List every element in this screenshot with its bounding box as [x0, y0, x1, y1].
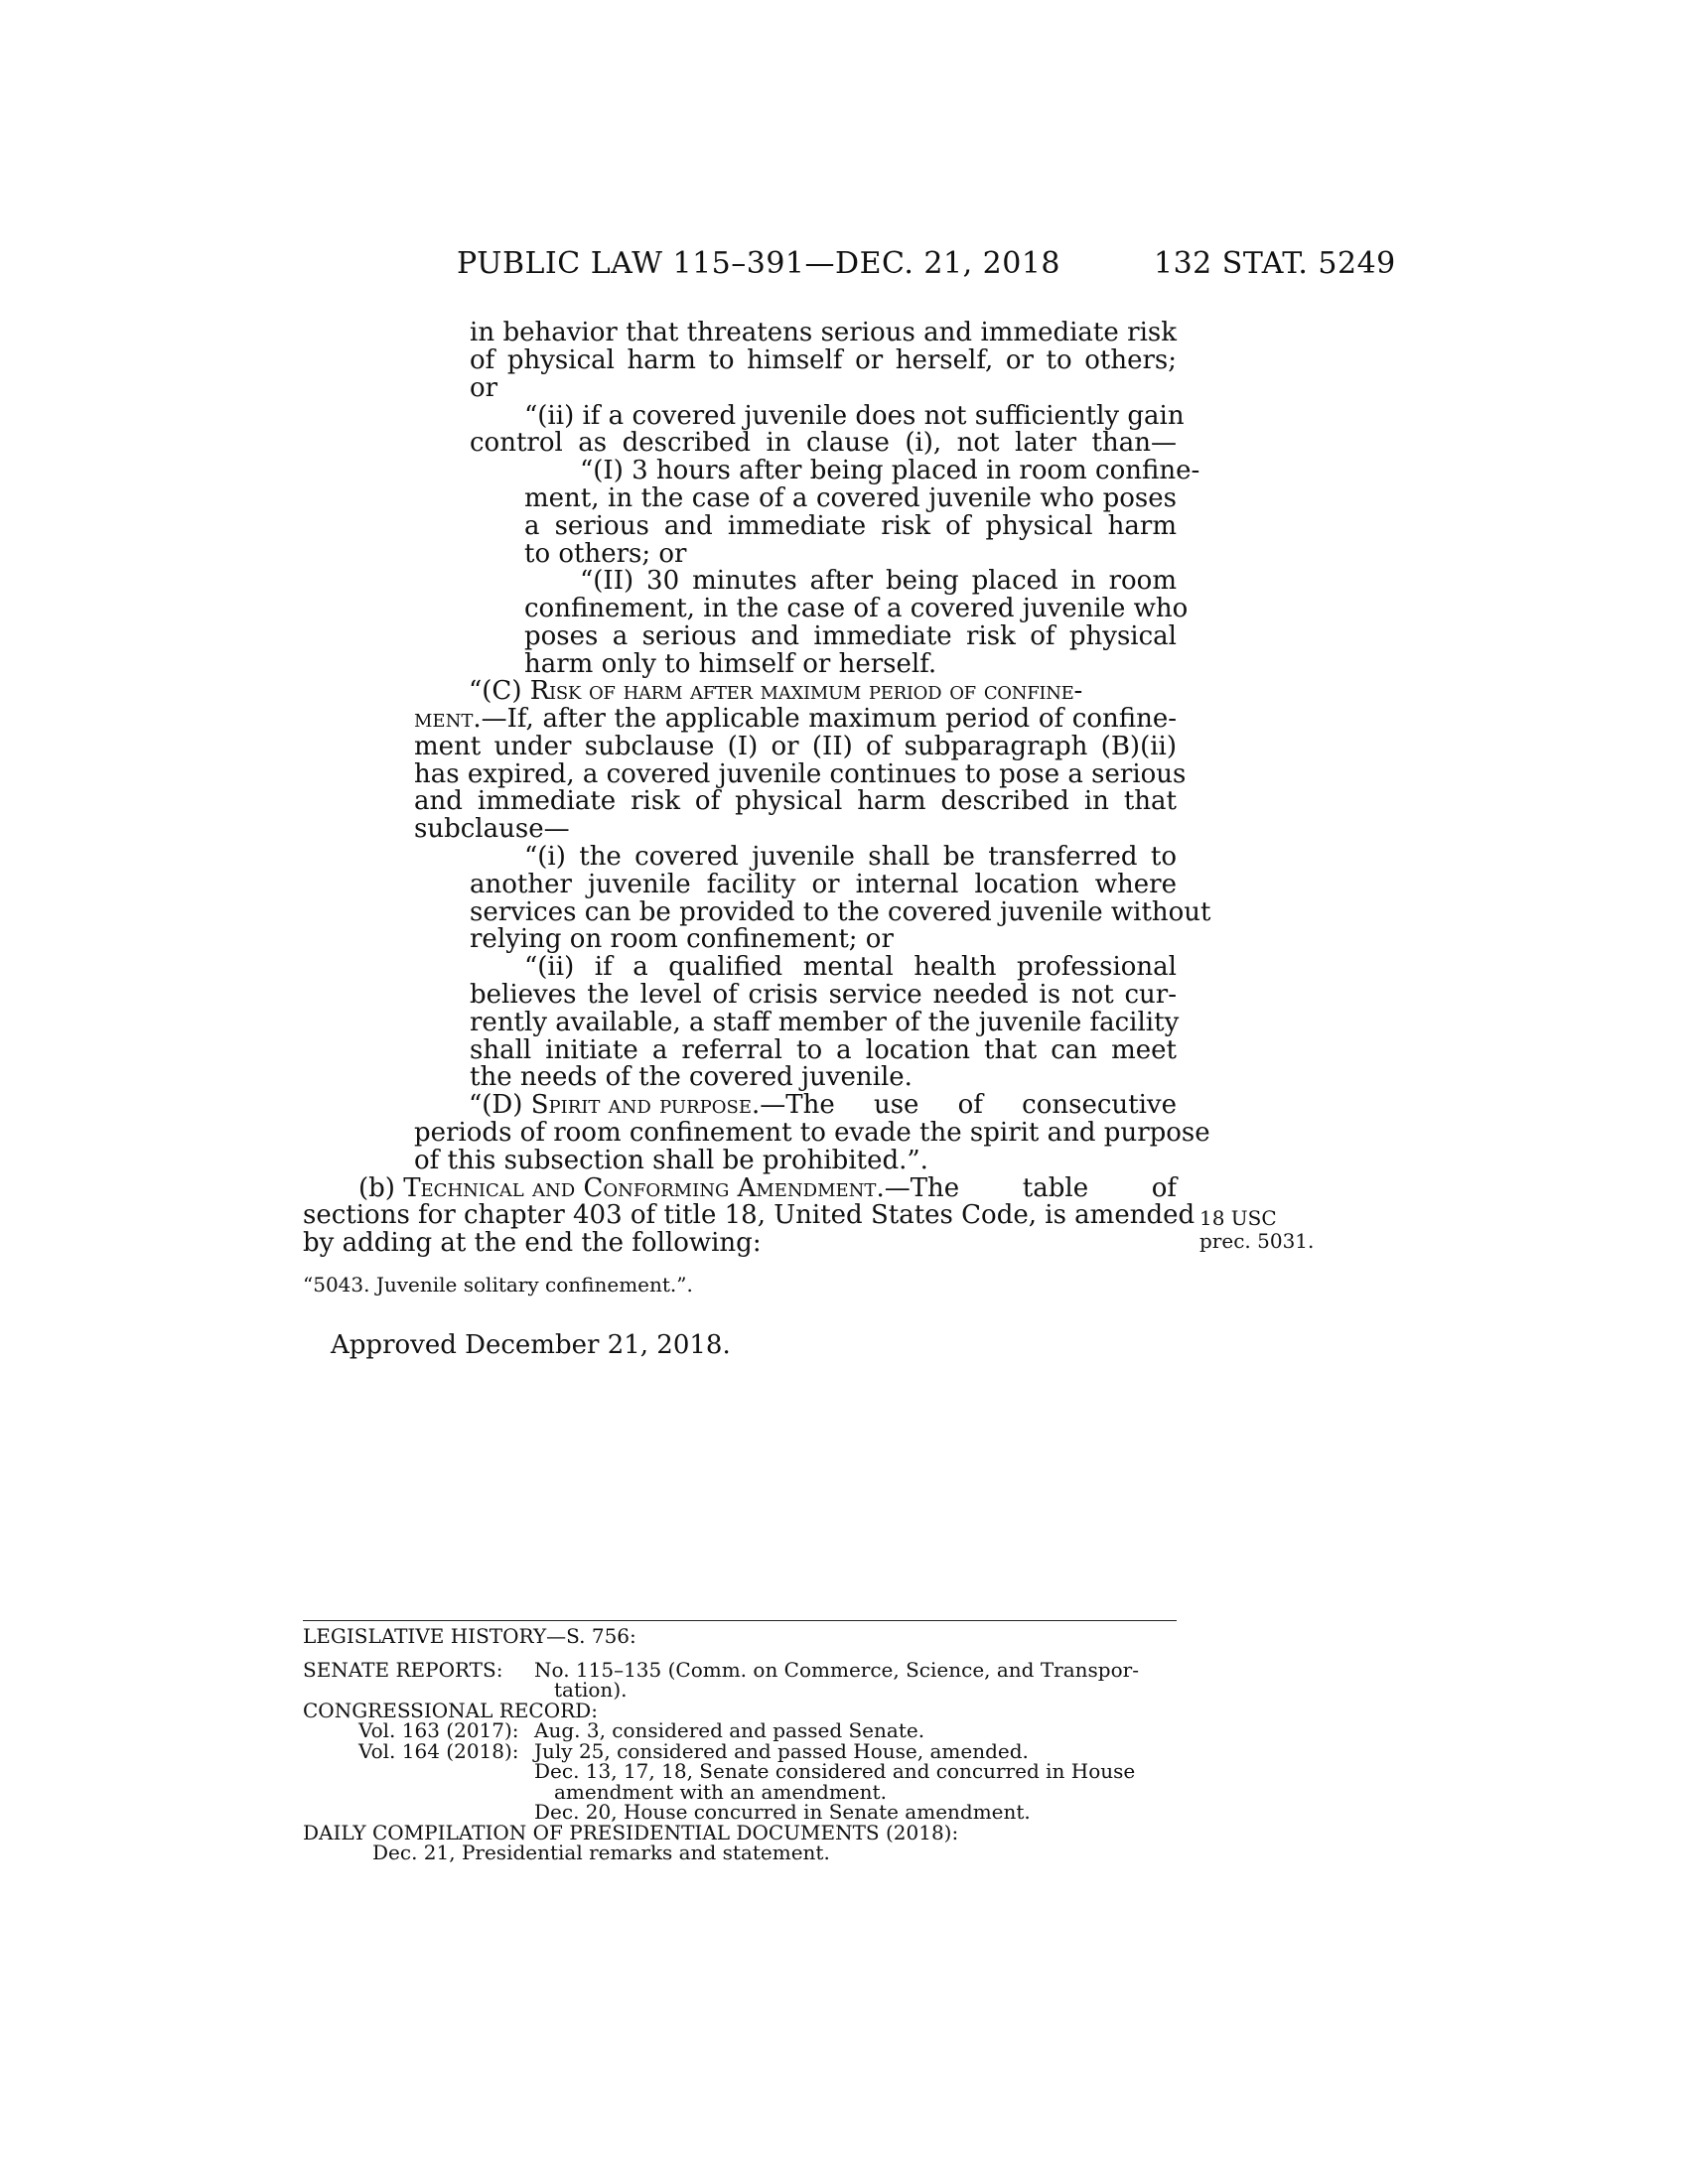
text-line: harm only to himself or herself. [524, 649, 937, 679]
text-line: confinement, in the case of a covered juvenile who [524, 594, 1189, 623]
divider-rule [303, 1620, 1177, 1621]
text-line [414, 706, 1177, 734]
text-line: another juvenile facility or internal location where [470, 870, 1177, 899]
text-line: of this subsection shall be prohibited.”. [414, 1146, 928, 1175]
margin-note-line: 18 USC [1199, 1206, 1277, 1230]
text-run: “(C) [469, 676, 530, 706]
history-title: LEGISLATIVE HISTORY—S. 756: [303, 1624, 636, 1648]
text-run: .—The use of consecutive [751, 1090, 1177, 1120]
history-label: CONGRESSIONAL RECORD: [303, 1699, 598, 1722]
text-line: a serious and immediate risk of physical harm [524, 511, 1177, 541]
text-line: to others; or [524, 539, 687, 569]
text-line: of physical harm to himself or herself, or to others; [470, 345, 1177, 375]
text-line: “(II) 30 minutes after being placed in room [580, 566, 1177, 596]
text-line: ment under subclause (I) or (II) of subparagraph (B)(ii) [414, 732, 1177, 761]
history-text: July 25, considered and passed House, amended. [534, 1739, 1029, 1763]
section-heading: Spirit and purpose [530, 1090, 752, 1120]
text-line: in behavior that threatens serious and immediate risk [470, 318, 1177, 347]
history-label: Vol. 164 (2018): [358, 1739, 519, 1763]
text-line: relying on room confinement; or [470, 924, 894, 954]
text-line: believes the level of crisis service needed is not cur- [470, 980, 1177, 1010]
text-line: “(ii) if a covered juvenile does not sufficiently gain [524, 401, 1185, 431]
text-line: or [470, 373, 498, 403]
text-line: “(ii) if a qualified mental health professional [524, 952, 1177, 982]
subsection-b-heading [358, 1175, 1177, 1203]
section-heading: Technical and Conforming Amendment [403, 1173, 877, 1203]
page-citation: 132 STAT. 5249 [1154, 246, 1396, 281]
running-header-title: PUBLIC LAW 115–391—DEC. 21, 2018 [457, 246, 1061, 281]
text-line: sections for chapter 403 of title 18, United States Code, is amended [303, 1200, 1196, 1230]
text-line: poses a serious and immediate risk of physical [524, 621, 1177, 651]
subparagraph-d-heading [469, 1092, 1177, 1120]
history-text: tation). [554, 1678, 628, 1702]
history-text: amendment with an amendment. [554, 1780, 887, 1804]
text-line: “(I) 3 hours after being placed in room confine- [580, 456, 1200, 485]
table-of-sections-entry: “5043. Juvenile solitary confinement.”. [303, 1273, 693, 1297]
text-line: subclause— [414, 814, 570, 844]
history-text: Aug. 3, considered and passed Senate. [534, 1718, 925, 1742]
history-text: No. 115–135 (Comm. on Commerce, Science, and Transpor- [534, 1658, 1139, 1682]
text-line: control as described in clause (i), not later than— [470, 428, 1177, 458]
text-run: (b) [358, 1173, 404, 1203]
text-line: rently available, a staff member of the juvenile facility [470, 1008, 1180, 1037]
text-run: .—If, after the applicable maximum period of confine- [473, 704, 1177, 734]
margin-note-line: prec. 5031. [1199, 1229, 1315, 1253]
text-line: has expired, a covered juvenile continues to pose a serious [414, 759, 1187, 789]
history-text: Dec. 20, House concurred in Senate amendment. [534, 1800, 1031, 1824]
section-heading: Risk of harm after maximum period of confine- [529, 676, 1082, 706]
text-run: “(D) [469, 1090, 531, 1120]
history-label: SENATE REPORTS: [303, 1658, 503, 1682]
history-label: DAILY COMPILATION OF PRESIDENTIAL DOCUMENTS (2018): [303, 1821, 959, 1844]
text-line: services can be provided to the covered juvenile without [470, 897, 1211, 927]
approval-date: Approved December 21, 2018. [331, 1330, 731, 1360]
text-line: by adding at the end the following: [303, 1228, 762, 1258]
history-text: Dec. 13, 17, 18, Senate considered and concurred in House [534, 1759, 1136, 1783]
text-line: periods of room confinement to evade the spirit and purpose [414, 1118, 1210, 1148]
text-run: .—The table of [876, 1173, 1177, 1203]
section-heading: ment [414, 704, 474, 734]
text-line: ment, in the case of a covered juvenile who poses [524, 483, 1177, 513]
history-label: Vol. 163 (2017): [358, 1718, 519, 1742]
text-line: and immediate risk of physical harm described in that [414, 786, 1177, 816]
text-line: the needs of the covered juvenile. [470, 1062, 913, 1092]
text-line: shall initiate a referral to a location that can meet [470, 1035, 1177, 1065]
subparagraph-c-heading [469, 678, 1177, 706]
text-line: “(i) the covered juvenile shall be transferred to [524, 842, 1177, 872]
history-text: Dec. 21, Presidential remarks and statement. [372, 1841, 830, 1864]
